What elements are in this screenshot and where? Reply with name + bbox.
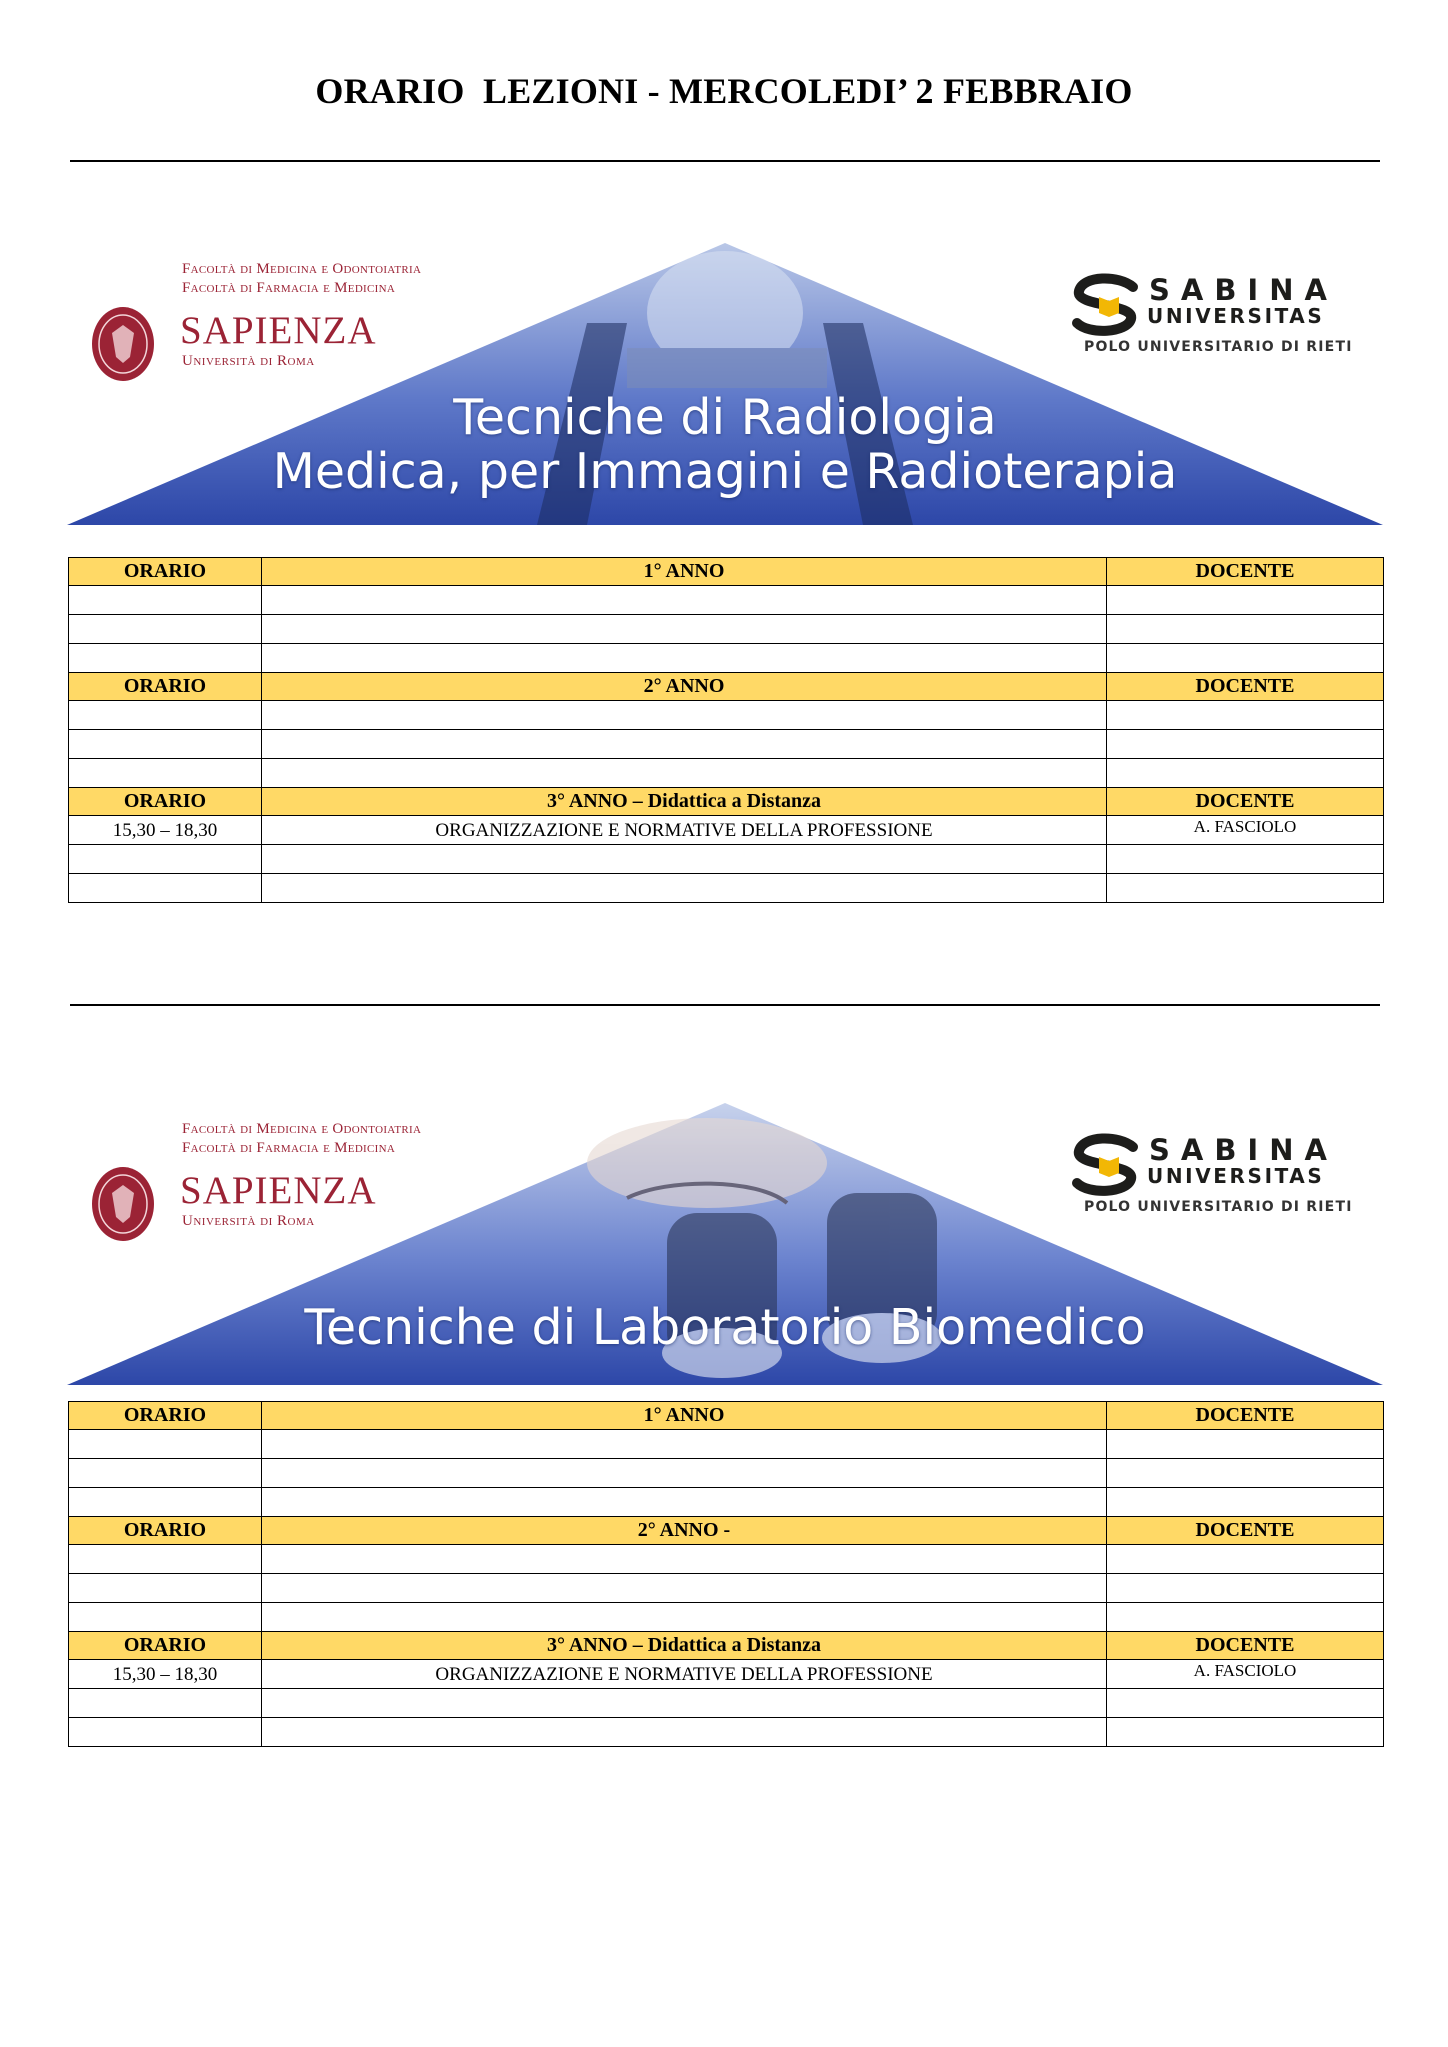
faculty-lines	[182, 260, 421, 298]
sabina-logo-icon	[1069, 1133, 1145, 1197]
header-anno: 1° ANNO	[262, 1402, 1107, 1430]
cell-lezione	[262, 759, 1107, 788]
table-row	[69, 1574, 1384, 1603]
cell-lezione	[262, 1603, 1107, 1632]
header-anno: 1° ANNO	[262, 558, 1107, 586]
cell-orario	[69, 701, 262, 730]
course-title	[67, 391, 1383, 499]
cell-orario	[69, 615, 262, 644]
table-row	[69, 1718, 1384, 1747]
header-row	[69, 1517, 1384, 1545]
cell-lezione	[262, 1488, 1107, 1517]
cell-lezione	[262, 1459, 1107, 1488]
cell-orario	[69, 1430, 262, 1459]
cell-orario	[69, 1689, 262, 1718]
page-title: ORARIO LEZIONI - MERCOLEDI’ 2 FEBBRAIO	[315, 71, 1133, 111]
cell-lezione	[262, 1430, 1107, 1459]
cell-docente	[1107, 1545, 1384, 1574]
header-row	[69, 788, 1384, 816]
sapienza-subtitle: Università di Roma	[182, 1213, 315, 1229]
header-docente: DOCENTE	[1107, 558, 1384, 586]
header-orario: ORARIO	[69, 1632, 262, 1660]
cell-docente	[1107, 874, 1384, 903]
cell-docente	[1107, 730, 1384, 759]
table-row	[69, 1488, 1384, 1517]
table-row	[69, 701, 1384, 730]
cell-docente	[1107, 845, 1384, 874]
table-row	[69, 1459, 1384, 1488]
header-anno: 2° ANNO -	[262, 1517, 1107, 1545]
sabina-universitas: UNIVERSITAS	[1147, 1164, 1325, 1188]
header-row	[69, 558, 1384, 586]
cell-orario	[69, 1574, 262, 1603]
cell-lezione	[262, 730, 1107, 759]
faculty-line-2: Facoltà di Farmacia e Medicina	[182, 280, 396, 296]
header-anno: 3° ANNO – Didattica a Distanza	[262, 1632, 1107, 1660]
radiologia-banner	[67, 243, 1383, 525]
table-row	[69, 1689, 1384, 1718]
faculty-line-2: Facoltà di Farmacia e Medicina	[182, 1140, 396, 1156]
cell-lezione	[262, 644, 1107, 673]
cell-orario: 15,30 – 18,30	[69, 816, 262, 845]
cell-orario	[69, 1603, 262, 1632]
cell-docente	[1107, 1603, 1384, 1632]
sabina-name: SABINA	[1149, 273, 1338, 307]
cell-lezione	[262, 874, 1107, 903]
header-orario: ORARIO	[69, 788, 262, 816]
header-docente: DOCENTE	[1107, 1517, 1384, 1545]
header-orario: ORARIO	[69, 558, 262, 586]
cell-orario	[69, 1459, 262, 1488]
laboratorio-schedule-table	[68, 1401, 1384, 1747]
cell-orario: 15,30 – 18,30	[69, 1660, 262, 1689]
cell-lezione	[262, 1718, 1107, 1747]
cell-orario	[69, 1545, 262, 1574]
course-title-line-2: Medica, per Immagini e Radioterapia	[272, 443, 1178, 500]
header-anno: 3° ANNO – Didattica a Distanza	[262, 788, 1107, 816]
cell-docente	[1107, 644, 1384, 673]
cell-docente	[1107, 1430, 1384, 1459]
header-docente: DOCENTE	[1107, 1632, 1384, 1660]
table-row	[69, 615, 1384, 644]
cell-lezione: ORGANIZZAZIONE E NORMATIVE DELLA PROFESSIONE	[262, 816, 1107, 845]
table-row	[69, 644, 1384, 673]
table-row	[69, 1603, 1384, 1632]
header-row	[69, 1632, 1384, 1660]
sapienza-seal-icon	[90, 305, 156, 383]
table-row	[69, 874, 1384, 903]
laboratorio-banner	[67, 1103, 1383, 1385]
cell-orario	[69, 1488, 262, 1517]
table-row	[69, 1660, 1384, 1689]
cell-orario	[69, 644, 262, 673]
header-orario: ORARIO	[69, 1517, 262, 1545]
cell-lezione	[262, 1574, 1107, 1603]
table-row	[69, 730, 1384, 759]
header-docente: DOCENTE	[1107, 673, 1384, 701]
cell-docente	[1107, 1459, 1384, 1488]
sabina-name: SABINA	[1149, 1133, 1338, 1167]
table-row	[69, 1430, 1384, 1459]
cell-docente	[1107, 1574, 1384, 1603]
sapienza-name: SAPIENZA	[180, 1169, 377, 1212]
sabina-universitas: UNIVERSITAS	[1147, 304, 1325, 328]
cell-lezione	[262, 615, 1107, 644]
sabina-logo-icon	[1069, 273, 1145, 337]
course-title-line-1: Tecniche di Laboratorio Biomedico	[304, 1299, 1146, 1356]
cell-lezione	[262, 845, 1107, 874]
cell-docente	[1107, 586, 1384, 615]
header-docente: DOCENTE	[1107, 1402, 1384, 1430]
cell-orario	[69, 874, 262, 903]
middle-divider	[70, 1004, 1380, 1006]
table-row	[69, 1545, 1384, 1574]
cell-lezione	[262, 586, 1107, 615]
cell-orario	[69, 759, 262, 788]
course-title	[67, 1301, 1383, 1355]
cell-lezione	[262, 1689, 1107, 1718]
sabina-polo: POLO UNIVERSITARIO DI RIETI	[1084, 339, 1353, 355]
sapienza-name: SAPIENZA	[180, 309, 377, 352]
cell-docente	[1107, 615, 1384, 644]
radiologia-schedule-table	[68, 557, 1384, 903]
cell-docente	[1107, 701, 1384, 730]
cell-lezione	[262, 1545, 1107, 1574]
faculty-line-1: Facoltà di Medicina e Odontoiatria	[182, 1121, 422, 1137]
cell-orario	[69, 1718, 262, 1747]
cell-lezione: ORGANIZZAZIONE E NORMATIVE DELLA PROFESSIONE	[262, 1660, 1107, 1689]
header-row	[69, 1402, 1384, 1430]
cell-orario	[69, 586, 262, 615]
cell-docente	[1107, 759, 1384, 788]
faculty-lines	[182, 1120, 421, 1158]
header-row	[69, 673, 1384, 701]
header-anno: 2° ANNO	[262, 673, 1107, 701]
cell-docente	[1107, 1718, 1384, 1747]
table-row	[69, 759, 1384, 788]
sapienza-subtitle: Università di Roma	[182, 353, 315, 369]
cell-orario	[69, 845, 262, 874]
table-row	[69, 816, 1384, 845]
header-orario: ORARIO	[69, 1402, 262, 1430]
sapienza-seal-icon	[90, 1165, 156, 1243]
cell-docente	[1107, 1689, 1384, 1718]
header-docente: DOCENTE	[1107, 788, 1384, 816]
top-divider	[70, 160, 1380, 162]
cell-orario	[69, 730, 262, 759]
header-orario: ORARIO	[69, 673, 262, 701]
faculty-line-1: Facoltà di Medicina e Odontoiatria	[182, 261, 422, 277]
sabina-polo: POLO UNIVERSITARIO DI RIETI	[1084, 1199, 1353, 1215]
cell-docente	[1107, 1488, 1384, 1517]
cell-lezione	[262, 701, 1107, 730]
cell-docente: A. FASCIOLO	[1107, 1660, 1384, 1689]
table-row	[69, 845, 1384, 874]
cell-docente: A. FASCIOLO	[1107, 816, 1384, 845]
table-row	[69, 586, 1384, 615]
course-title-line-1: Tecniche di Radiologia	[453, 389, 997, 446]
